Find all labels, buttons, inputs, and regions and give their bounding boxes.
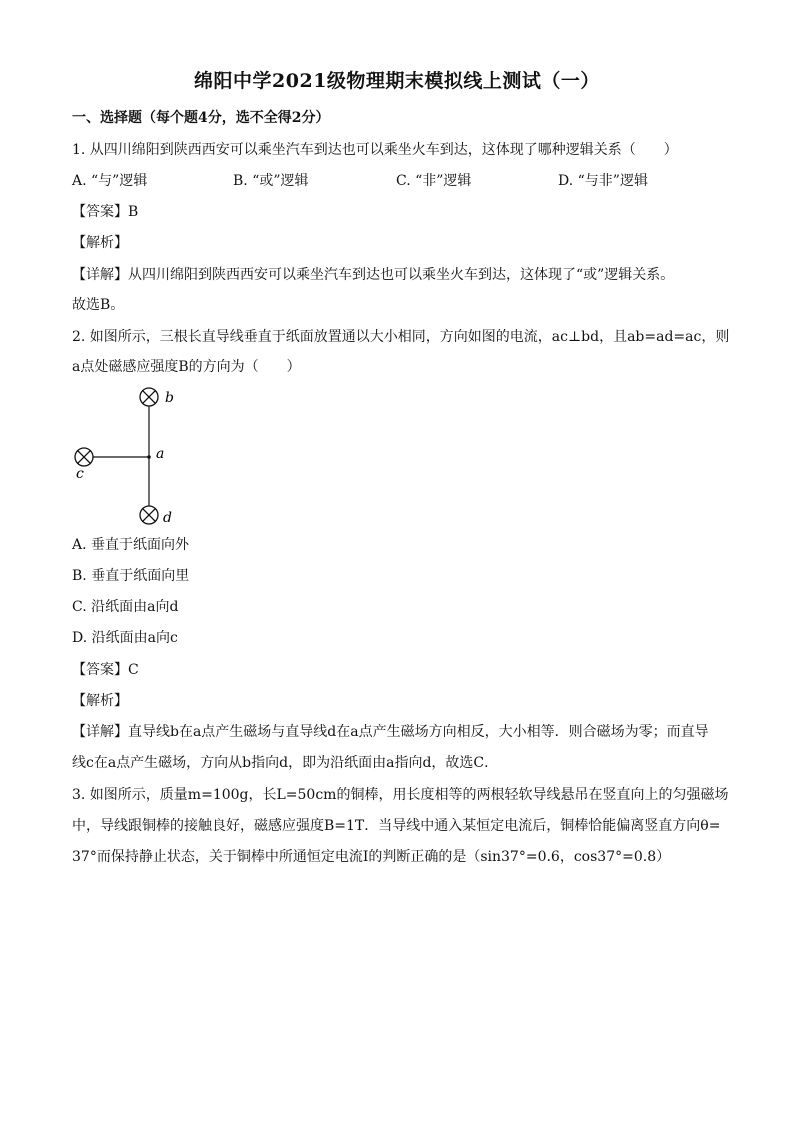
label-d: d xyxy=(163,510,172,526)
q2-analysis-label: 【解析】 xyxy=(72,693,128,709)
q1-detail: 【详解】从四川绵阳到陕西西安可以乘坐汽车到达也可以乘坐火车到达，这体现了“或”逻辑关系。 xyxy=(72,267,675,283)
q2-detail-line2: 线c在a点产生磁场，方向从b指向d，即为沿纸面由a指向d，故选C． xyxy=(72,755,499,771)
exam-title: 绵阳中学2021级物理期末模拟线上测试（一） xyxy=(194,70,600,92)
q1-answer: 【答案】B xyxy=(72,204,139,220)
q3-line3: 37°而保持静止状态，关于铜棒中所通恒定电流I的判断正确的是（sin37°=0.6，cos37°=0.8） xyxy=(72,849,671,865)
q3-line2: 中，导线跟铜棒的接触良好，磁感应强度B=1T．当导线中通入某恒定电流后，铜棒恰能偏离竖直方向θ= xyxy=(72,818,721,834)
q3-line1: 3. 如图所示，质量m=100g，长L=50cm的铜棒，用长度相等的两根轻软导线悬吊在竖直向上的匀强磁场 xyxy=(72,787,729,803)
q2-detail-line1: 【详解】直导线b在a点产生磁场与直导线d在a点产生磁场方向相反，大小相等．则合磁场为零；而直导 xyxy=(72,724,709,740)
q2-option-b: B. 垂直于纸面向里 xyxy=(72,568,190,584)
wire-c-icon xyxy=(75,448,93,466)
q1-option-b: B. “或”逻辑 xyxy=(233,173,309,189)
label-c: c xyxy=(76,466,84,482)
q1-stem: 1. 从四川绵阳到陕西西安可以乘坐汽车到达也可以乘坐火车到达，这体现了哪种逻辑关系（ ） xyxy=(72,142,678,158)
q1-conclusion: 故选B。 xyxy=(72,297,125,313)
q1-option-a: A. “与”逻辑 xyxy=(72,173,148,189)
wire-b-icon xyxy=(140,388,158,406)
q1-option-c: C. “非”逻辑 xyxy=(396,173,472,189)
q2-stem-line2: a点处磁感应强度B的方向为（ ） xyxy=(72,359,301,375)
q1-analysis-label: 【解析】 xyxy=(72,235,128,251)
point-a-dot xyxy=(147,455,151,459)
q2-option-a: A. 垂直于纸面向外 xyxy=(72,537,190,553)
q2-answer: 【答案】C xyxy=(72,662,139,678)
section-heading: 一、选择题（每个题4分，选不全得2分） xyxy=(72,110,330,126)
label-b: b xyxy=(165,390,174,406)
wire-diagram xyxy=(60,380,200,530)
q2-option-d: D. 沿纸面由a向c xyxy=(72,630,178,646)
q2-stem-line1: 2. 如图所示，三根长直导线垂直于纸面放置通以大小相同，方向如图的电流，ac⊥bd，且ab=ad=ac，则 xyxy=(72,329,730,345)
q1-option-d: D. “与非”逻辑 xyxy=(558,173,648,189)
wire-d-icon xyxy=(140,506,158,524)
q2-option-c: C. 沿纸面由a向d xyxy=(72,599,179,615)
label-a: a xyxy=(156,446,165,462)
